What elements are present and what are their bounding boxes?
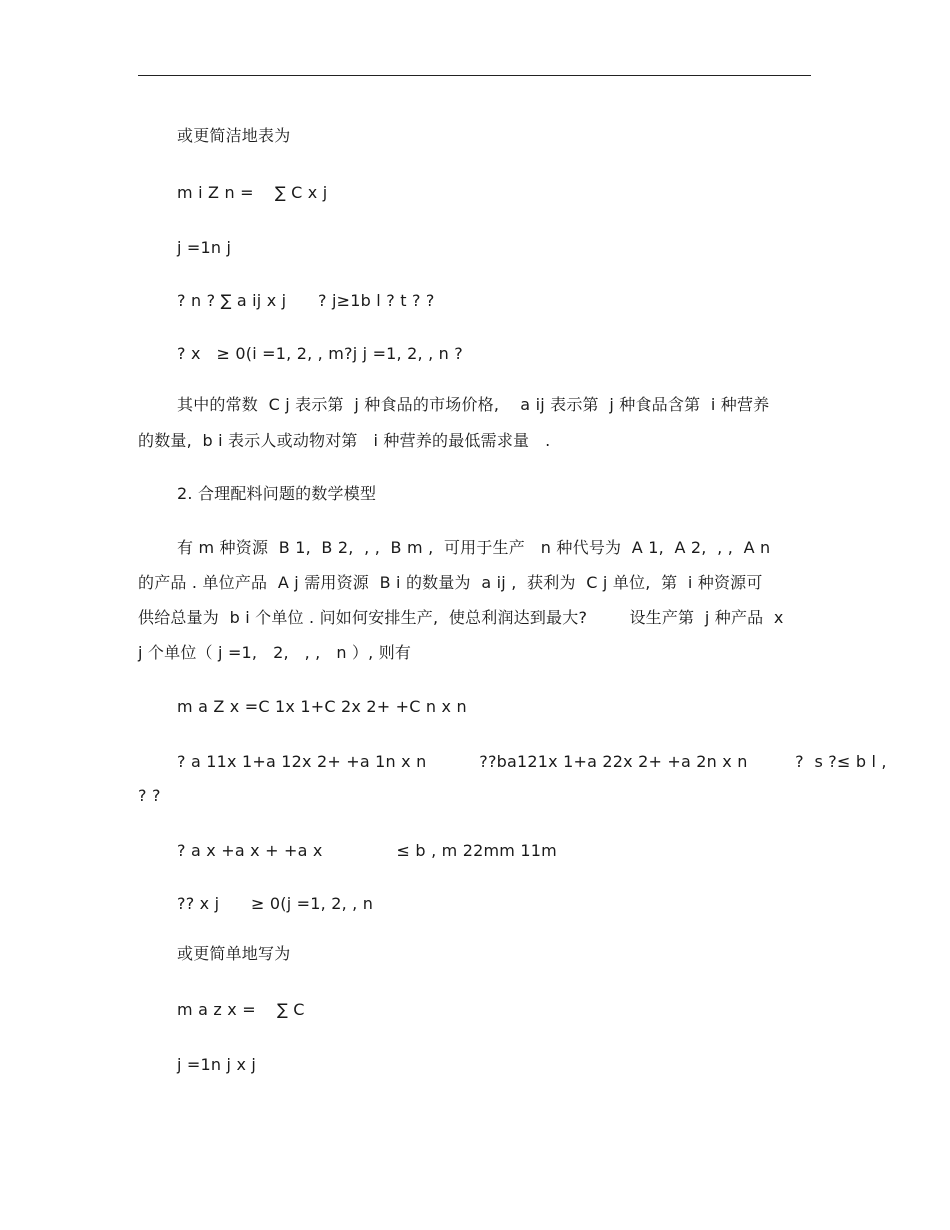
formula-line: j =1n j bbox=[177, 238, 232, 257]
formula-line: j =1n j x j bbox=[177, 1055, 257, 1074]
paragraph-line: 的产品 . 单位产品 A j 需用资源 B i 的数量为 a ij , 获利为 C j 单位, 第 i 种资源可 bbox=[138, 573, 763, 592]
paragraph-line: j 个单位（ j =1, 2, , , n ）, 则有 bbox=[138, 643, 412, 662]
paragraph-line: 其中的常数 C j 表示第 j 种食品的市场价格, a ij 表示第 j 种食品含第 i 种营养 bbox=[177, 395, 770, 414]
text-line: 或更简洁地表为 bbox=[177, 126, 291, 145]
formula-line: m a z x = ∑ C bbox=[177, 1000, 305, 1019]
paragraph-line: 的数量, b i 表示人或动物对第 i 种营养的最低需求量 . bbox=[138, 431, 551, 450]
paragraph-line: 有 m 种资源 B 1, B 2, , , B m , 可用于生产 n 种代号为 A 1, A 2, , , A n bbox=[177, 538, 771, 557]
formula-line: ? x ≥ 0(i =1, 2, , m?j j =1, 2, , n ? bbox=[177, 344, 463, 363]
formula-line: m i Z n = ∑ C x j bbox=[177, 183, 328, 202]
section-heading: 2. 合理配料问题的数学模型 bbox=[177, 484, 377, 503]
paragraph-line: 供给总量为 b i 个单位 . 问如何安排生产, 使总利润达到最大? 设生产第 j 种产品 x bbox=[138, 608, 784, 627]
header-rule bbox=[138, 75, 811, 76]
formula-line: ? n ? ∑ a ij x j ? j≥1b l ? t ? ? bbox=[177, 291, 435, 310]
formula-line: ? a x +a x + +a x ≤ b , m 22mm 11m bbox=[177, 841, 557, 860]
formula-line: ? a 11x 1+a 12x 2+ +a 1n x n ??ba121x 1+a 22x 2+ +a 2n x n ? s ?≤ b l , bbox=[177, 752, 887, 771]
formula-line: ?? x j ≥ 0(j =1, 2, , n bbox=[177, 894, 374, 913]
formula-line: m a Z x =C 1x 1+C 2x 2+ +C n x n bbox=[177, 697, 467, 716]
formula-line: ? ? bbox=[138, 786, 161, 805]
text-line: 或更简单地写为 bbox=[177, 944, 291, 963]
